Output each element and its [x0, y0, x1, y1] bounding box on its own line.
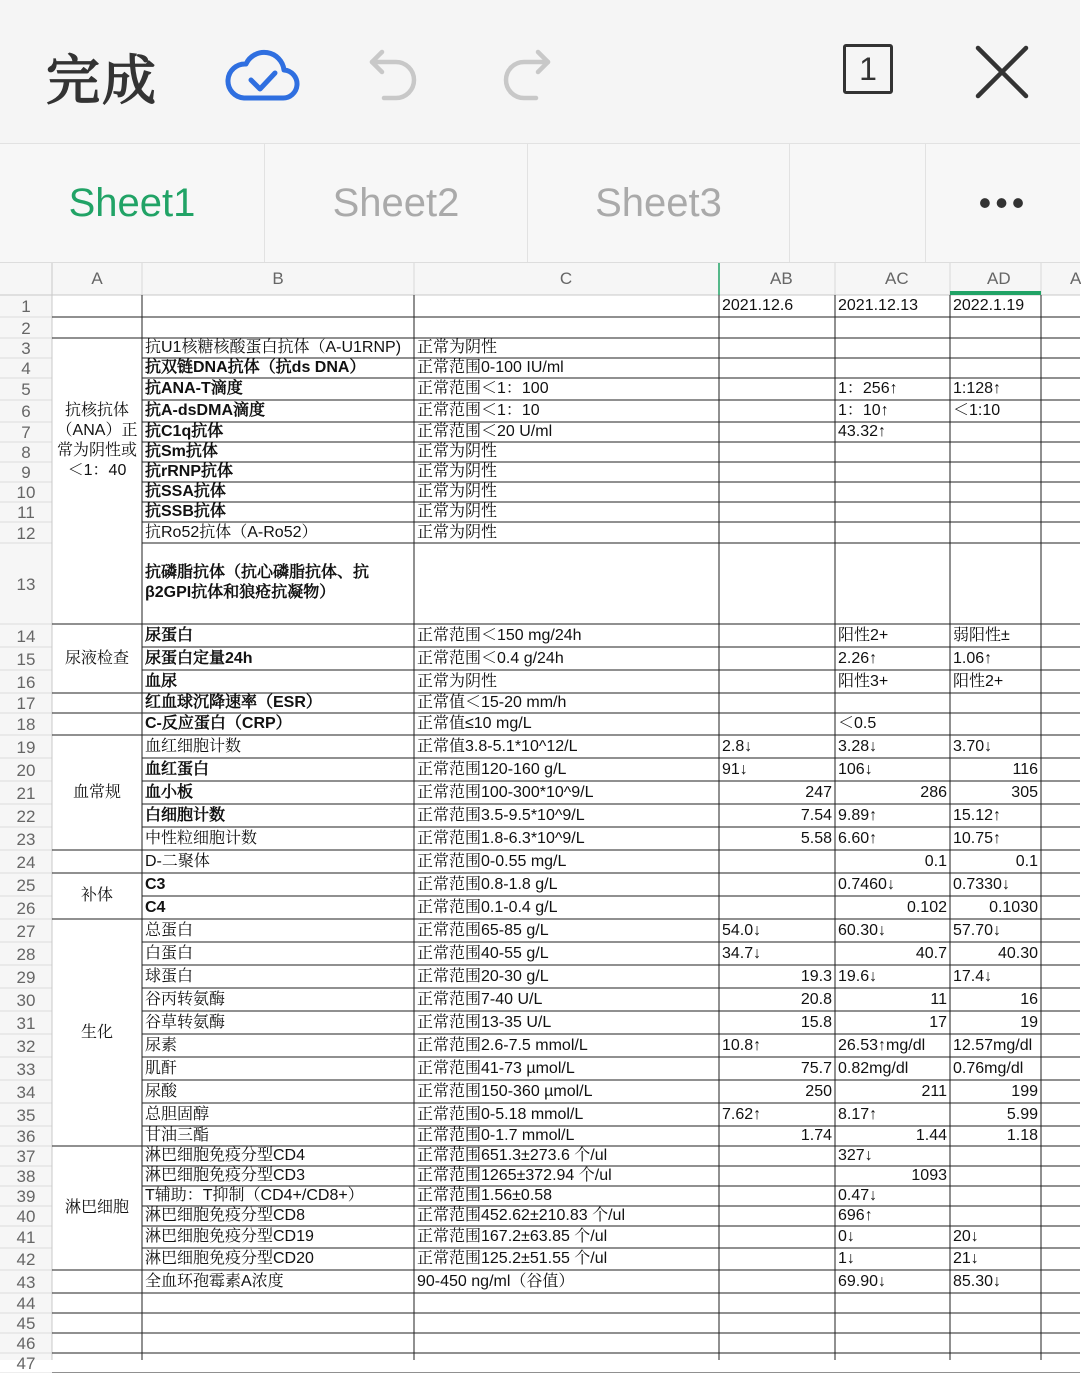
row-header[interactable]: 36 — [16, 1127, 36, 1146]
test-name-cell[interactable]: 总胆固醇 — [145, 1105, 210, 1123]
normal-range-cell[interactable]: 正常范围13-35 U/L — [417, 1013, 552, 1031]
value-ab-cell[interactable]: 10.8↑ — [722, 1036, 762, 1054]
row-header[interactable]: 44 — [16, 1294, 36, 1313]
value-ac-cell[interactable]: 40.7 — [915, 944, 947, 962]
row-header[interactable]: 11 — [17, 503, 35, 522]
test-name-cell[interactable]: 肌酐 — [145, 1059, 178, 1077]
category-cell[interactable]: 常为阴性或 — [56, 441, 137, 459]
test-name-cell[interactable]: 尿蛋白定量24h — [145, 649, 253, 667]
normal-range-cell[interactable]: 正常范围0-5.18 mmol/L — [417, 1105, 584, 1123]
normal-range-cell[interactable]: 正常范围＜1：10 — [417, 402, 540, 419]
row-header[interactable]: 19 — [16, 737, 36, 757]
row-header[interactable]: 24 — [16, 852, 36, 872]
row-header[interactable]: 22 — [16, 806, 36, 826]
test-name-cell[interactable]: 抗双链DNA抗体（抗ds DNA） — [145, 359, 366, 376]
row-header[interactable]: 21 — [16, 783, 36, 803]
row-header[interactable]: 38 — [16, 1167, 36, 1186]
value-ab-cell[interactable]: 34.7↓ — [722, 944, 762, 962]
test-name-cell[interactable]: C3 — [145, 875, 166, 893]
value-ac-cell[interactable]: 阳性2+ — [838, 626, 889, 644]
test-name-cell[interactable]: 球蛋白 — [145, 967, 194, 985]
value-ac-cell[interactable]: 0.47↓ — [838, 1187, 878, 1204]
value-ac-cell[interactable]: 1：10↑ — [838, 402, 889, 419]
normal-range-cell[interactable]: 正常范围0.8-1.8 g/L — [417, 875, 558, 893]
value-ac-cell[interactable]: 60.30↓ — [838, 921, 887, 939]
value-ac-cell[interactable]: 19.6↓ — [838, 967, 878, 985]
value-ad-cell[interactable]: 305 — [1011, 783, 1038, 801]
value-ad-cell[interactable]: 2022.1.19 — [953, 297, 1025, 314]
row-header[interactable]: 28 — [16, 944, 36, 964]
value-ad-cell[interactable]: 85.30↓ — [953, 1272, 1002, 1290]
test-name-cell[interactable]: D-二聚体 — [145, 852, 210, 870]
value-ab-cell[interactable]: 75.7 — [800, 1059, 832, 1077]
value-ac-cell[interactable]: 1：256↑ — [838, 380, 898, 397]
category-cell[interactable]: 血常规 — [72, 783, 121, 801]
row-header[interactable]: 30 — [16, 990, 36, 1010]
test-name-cell[interactable]: C-反应蛋白（CRP） — [145, 715, 292, 732]
row-header[interactable]: 12 — [16, 523, 36, 543]
value-ac-cell[interactable]: 2021.12.13 — [838, 297, 919, 314]
row-header[interactable]: 14 — [16, 626, 36, 646]
value-ab-cell[interactable]: 1.74 — [800, 1127, 832, 1144]
normal-range-cell[interactable]: 正常为阴性 — [417, 463, 498, 480]
value-ac-cell[interactable]: 43.32↑ — [838, 423, 887, 440]
value-ad-cell[interactable]: 0.1030 — [989, 898, 1038, 916]
normal-range-cell[interactable]: 正常为阴性 — [417, 339, 498, 356]
tab-sheet3[interactable] — [528, 144, 790, 262]
row-header[interactable]: 32 — [16, 1036, 36, 1056]
row-header[interactable]: 20 — [16, 760, 36, 780]
normal-range-cell[interactable]: 正常范围2.6-7.5 mmol/L — [417, 1036, 588, 1054]
value-ad-cell[interactable]: 21↓ — [953, 1250, 979, 1267]
normal-range-cell[interactable]: 正常范围167.2±63.85 个/ul — [417, 1228, 608, 1245]
value-ac-cell[interactable]: 1↓ — [838, 1250, 855, 1267]
normal-range-cell[interactable]: 正常范围＜0.4 g/24h — [417, 649, 564, 667]
row-header[interactable]: 8 — [21, 443, 31, 462]
test-name-cell[interactable]: 抗C1q抗体 — [145, 423, 224, 440]
test-name-cell[interactable]: 中性粒细胞计数 — [145, 829, 258, 847]
normal-range-cell[interactable]: 正常范围100-300*10^9/L — [417, 783, 594, 801]
normal-range-cell[interactable]: 正常范围＜1：100 — [417, 380, 549, 397]
normal-range-cell[interactable]: 正常为阴性 — [417, 523, 498, 541]
row-header[interactable]: 27 — [16, 921, 36, 941]
normal-range-cell[interactable]: 正常范围40-55 g/L — [417, 944, 549, 962]
category-cell[interactable]: （ANA）正 — [56, 421, 138, 439]
test-name-cell[interactable]: 血红蛋白 — [145, 760, 210, 778]
value-ad-cell[interactable]: 0.7330↓ — [953, 875, 1010, 893]
normal-range-cell[interactable]: 正常值≤10 mg/L — [417, 715, 532, 732]
value-ab-cell[interactable]: 7.54 — [800, 806, 832, 824]
value-ad-cell[interactable]: 57.70↓ — [953, 921, 1002, 939]
row-header[interactable]: 41 — [16, 1228, 36, 1247]
test-name-cell[interactable]: 抗Sm抗体 — [145, 443, 218, 460]
redo-icon[interactable] — [498, 44, 554, 100]
test-name-cell[interactable]: 尿酸 — [145, 1082, 178, 1100]
tab-sheet3-label: Sheet3 — [595, 180, 722, 225]
row-header[interactable]: 25 — [16, 875, 36, 895]
undo-icon[interactable] — [366, 44, 422, 100]
sheet-tabs — [0, 144, 1080, 263]
test-name-cell[interactable]: 尿蛋白 — [145, 626, 194, 644]
row-header[interactable]: 3 — [21, 339, 31, 358]
test-name-cell[interactable]: 淋巴细胞免疫分型CD3 — [145, 1167, 306, 1184]
test-name-cell[interactable]: C4 — [145, 898, 166, 916]
normal-range-cell[interactable]: 正常范围20-30 g/L — [417, 967, 549, 985]
row-header[interactable]: 46 — [16, 1334, 36, 1353]
value-ad-cell[interactable]: 0.1 — [1015, 852, 1038, 870]
test-name-cell[interactable]: 谷丙转氨酶 — [145, 990, 226, 1008]
value-ac-cell[interactable]: 6.60↑ — [838, 829, 878, 847]
category-cell[interactable]: 抗核抗体 — [64, 401, 129, 419]
value-ac-cell[interactable]: 0↓ — [838, 1228, 855, 1245]
normal-range-cell[interactable]: 正常值3.8-5.1*10^12/L — [417, 737, 578, 755]
tab-sheet1-label: Sheet1 — [68, 180, 196, 225]
row-header[interactable]: 23 — [16, 829, 36, 849]
normal-range-cell[interactable]: 正常范围3.5-9.5*10^9/L — [417, 806, 585, 824]
row-header[interactable]: 7 — [21, 423, 31, 442]
antiphospholipid-cell[interactable]: β2GPI抗体和狼疮抗凝物） — [145, 584, 336, 601]
value-ab-cell[interactable]: 20.8 — [800, 990, 832, 1008]
row-header[interactable]: 43 — [16, 1272, 36, 1292]
value-ac-cell[interactable]: 17 — [929, 1013, 947, 1031]
sheet-count: 1 — [859, 50, 877, 87]
test-name-cell[interactable]: 血小板 — [145, 783, 194, 801]
test-name-cell[interactable]: 抗SSA抗体 — [145, 483, 226, 500]
value-ab-cell[interactable]: 19.3 — [800, 967, 832, 985]
test-name-cell[interactable]: 红血球沉降速率（ESR） — [145, 694, 322, 711]
normal-range-cell[interactable]: 正常为阴性 — [417, 483, 498, 500]
value-ad-cell[interactable]: 12.57mg/dl — [953, 1036, 1033, 1054]
toolbar — [0, 0, 1080, 144]
row-header[interactable]: 35 — [16, 1105, 36, 1125]
row-header[interactable]: 15 — [16, 649, 36, 669]
row-header[interactable]: 13 — [16, 574, 36, 594]
value-ad-cell[interactable]: 阳性2+ — [953, 672, 1004, 690]
normal-range-cell[interactable]: 正常范围1.8-6.3*10^9/L — [417, 829, 585, 847]
value-ac-cell[interactable]: 26.53↑mg/dl — [838, 1036, 926, 1054]
column-header[interactable]: B — [272, 269, 284, 288]
test-name-cell[interactable]: 淋巴细胞免疫分型CD4 — [145, 1147, 306, 1164]
normal-range-cell[interactable]: 正常范围7-40 U/L — [417, 990, 543, 1008]
category-cell[interactable]: 淋巴细胞 — [64, 1199, 129, 1216]
normal-range-cell[interactable]: 正常范围125.2±51.55 个/ul — [417, 1250, 608, 1267]
tab-sheet2[interactable] — [265, 144, 528, 262]
row-header[interactable]: 10 — [16, 483, 36, 502]
row-header[interactable]: 16 — [16, 672, 36, 692]
value-ac-cell[interactable]: 1093 — [911, 1167, 947, 1184]
sheet-count-icon[interactable] — [843, 44, 893, 94]
test-name-cell[interactable]: 总蛋白 — [145, 921, 194, 939]
value-ac-cell[interactable]: 3.28↓ — [838, 737, 878, 755]
test-name-cell[interactable]: T辅助：T抑制（CD4+/CD8+） — [145, 1187, 364, 1204]
test-name-cell[interactable]: 淋巴细胞免疫分型CD19 — [145, 1228, 314, 1245]
test-name-cell[interactable]: 血红细胞计数 — [145, 737, 242, 755]
value-ab-cell[interactable]: 247 — [805, 783, 832, 801]
normal-range-cell[interactable]: 正常范围1.56±0.58 — [417, 1187, 553, 1204]
more-tabs-button[interactable] — [925, 144, 1081, 262]
normal-range-cell[interactable]: 正常范围＜20 U/ml — [417, 423, 553, 440]
normal-range-cell[interactable]: 正常值＜15-20 mm/h — [417, 694, 567, 711]
test-name-cell[interactable]: 谷草转氨酶 — [145, 1013, 226, 1031]
row-header[interactable]: 33 — [16, 1059, 36, 1079]
test-name-cell[interactable]: 白细胞计数 — [145, 806, 226, 824]
row-header[interactable]: 40 — [16, 1207, 36, 1226]
value-ad-cell[interactable]: 1.18 — [1006, 1127, 1038, 1144]
value-ac-cell[interactable]: 211 — [921, 1082, 947, 1100]
value-ad-cell[interactable]: 1:128↑ — [953, 380, 1002, 397]
normal-range-cell[interactable]: 正常范围452.62±210.83 个/ul — [417, 1207, 626, 1224]
value-ac-cell[interactable]: 2.26↑ — [838, 649, 878, 667]
normal-range-cell[interactable]: 正常范围1265±372.94 个/ul — [417, 1167, 612, 1184]
value-ad-cell[interactable]: 弱阳性± — [953, 626, 1010, 644]
value-ad-cell[interactable]: 116 — [1012, 760, 1038, 778]
normal-range-cell[interactable]: 正常范围65-85 g/L — [417, 921, 549, 939]
category-cell[interactable]: 尿液检查 — [64, 649, 129, 667]
value-ac-cell[interactable]: 8.17↑ — [838, 1105, 878, 1123]
row-header[interactable]: 18 — [16, 715, 36, 734]
value-ad-cell[interactable]: 19 — [1020, 1013, 1038, 1031]
value-ad-cell[interactable]: 10.75↑ — [953, 829, 1002, 847]
column-header[interactable]: C — [559, 269, 573, 288]
value-ac-cell[interactable]: 696↑ — [838, 1207, 873, 1224]
test-name-cell[interactable]: 抗U1核糖核酸蛋白抗体（A-U1RNP) — [145, 339, 402, 356]
row-header[interactable]: 34 — [16, 1082, 36, 1102]
value-ad-cell[interactable]: 17.4↓ — [953, 967, 993, 985]
normal-range-cell[interactable]: 正常范围150-360 µmol/L — [417, 1082, 593, 1100]
normal-range-cell[interactable]: 正常范围120-160 g/L — [417, 760, 567, 778]
column-header-bg — [0, 263, 1080, 295]
column-header[interactable]: A — [1070, 269, 1081, 288]
row-header[interactable]: 17 — [16, 694, 36, 713]
spreadsheet-grid[interactable] — [0, 263, 1081, 1373]
normal-range-cell[interactable]: 正常范围41-73 µmol/L — [417, 1059, 575, 1077]
row-header[interactable]: 4 — [21, 359, 31, 378]
value-ad-cell[interactable]: 5.99 — [1006, 1105, 1038, 1123]
selected-column-marker — [950, 291, 1041, 295]
value-ac-cell[interactable]: 1.44 — [915, 1127, 947, 1144]
value-ac-cell[interactable]: 阳性3+ — [838, 672, 889, 690]
column-header[interactable]: A — [91, 269, 103, 288]
row-header[interactable]: 37 — [16, 1147, 36, 1166]
row-header[interactable]: 1 — [21, 297, 31, 316]
antiphospholipid-cell[interactable]: 抗磷脂抗体（抗心磷脂抗体、抗 — [145, 564, 370, 581]
value-ab-cell[interactable]: 250 — [805, 1082, 832, 1100]
row-header[interactable]: 26 — [16, 898, 36, 918]
test-name-cell[interactable]: 抗rRNP抗体 — [145, 463, 234, 480]
value-ac-cell[interactable]: 327↓ — [838, 1147, 873, 1164]
value-ab-cell[interactable]: 7.62↑ — [722, 1105, 762, 1123]
value-ad-cell[interactable]: 1.06↑ — [953, 649, 993, 667]
normal-range-cell[interactable]: 正常范围651.3±273.6 个/ul — [417, 1147, 608, 1164]
test-name-cell[interactable]: 抗A-dsDMA滴度 — [145, 402, 265, 419]
value-ac-cell[interactable]: 11 — [930, 990, 947, 1008]
test-name-cell[interactable]: 血尿 — [145, 672, 178, 690]
normal-range-cell[interactable]: 90-450 ng/ml（谷值） — [417, 1272, 575, 1290]
tab-sheet1[interactable] — [0, 144, 265, 262]
value-ad-cell[interactable]: 3.70↓ — [953, 737, 993, 755]
row-header[interactable]: 9 — [21, 463, 31, 482]
done-button[interactable]: 完成 — [46, 49, 158, 112]
value-ab-cell[interactable]: 91↓ — [722, 760, 748, 778]
tab-sheet2-label: Sheet2 — [332, 180, 460, 225]
test-name-cell[interactable]: 抗ANA-T滴度 — [145, 380, 243, 397]
normal-range-cell[interactable]: 正常范围＜150 mg/24h — [417, 626, 582, 644]
row-header[interactable]: 2 — [21, 318, 31, 338]
value-ad-cell[interactable]: 40.30 — [997, 944, 1038, 962]
test-name-cell[interactable]: 尿素 — [145, 1036, 178, 1054]
value-ac-cell[interactable]: 0.82mg/dl — [838, 1059, 909, 1077]
value-ac-cell[interactable]: ＜0.5 — [838, 715, 877, 732]
value-ab-cell[interactable]: 54.0↓ — [722, 921, 762, 939]
test-name-cell[interactable]: 抗SSB抗体 — [145, 503, 226, 520]
value-ad-cell[interactable]: 0.76mg/dl — [953, 1059, 1024, 1077]
normal-range-cell[interactable]: 正常为阴性 — [417, 443, 498, 460]
row-header[interactable]: 29 — [16, 967, 36, 987]
value-ad-cell[interactable]: 15.12↑ — [953, 806, 1002, 824]
row-header[interactable]: 6 — [21, 402, 31, 421]
category-cell[interactable]: ＜1：40 — [67, 461, 127, 479]
row-header[interactable]: 31 — [16, 1013, 36, 1033]
value-ac-cell[interactable]: 286 — [920, 783, 947, 801]
normal-range-cell[interactable]: 正常范围0-100 IU/ml — [417, 359, 564, 376]
value-ac-cell[interactable]: 106↓ — [838, 760, 873, 778]
value-ab-cell[interactable]: 2021.12.6 — [722, 297, 794, 314]
test-name-cell[interactable]: 全血环孢霉素A浓度 — [145, 1272, 284, 1290]
value-ab-cell[interactable]: 15.8 — [800, 1013, 832, 1031]
row-header[interactable]: 39 — [16, 1187, 36, 1206]
value-ac-cell[interactable]: 0.7460↓ — [838, 875, 895, 893]
value-ad-cell[interactable]: 20↓ — [953, 1228, 979, 1245]
value-ac-cell[interactable]: 69.90↓ — [838, 1272, 887, 1290]
normal-range-cell[interactable]: 正常为阴性 — [417, 503, 498, 520]
row-header[interactable]: 5 — [21, 380, 31, 399]
normal-range-cell[interactable]: 正常范围0-1.7 mmol/L — [417, 1127, 575, 1144]
test-name-cell[interactable]: 淋巴细胞免疫分型CD20 — [145, 1250, 314, 1267]
cloud-check-icon[interactable] — [226, 44, 298, 104]
normal-range-cell[interactable]: 正常为阴性 — [417, 672, 498, 690]
column-header[interactable]: AC — [885, 269, 909, 288]
value-ad-cell[interactable]: 16 — [1020, 990, 1038, 1008]
category-cell[interactable]: 补体 — [80, 887, 113, 904]
normal-range-cell[interactable]: 正常范围0-0.55 mg/L — [417, 852, 567, 870]
row-header[interactable]: 47 — [16, 1354, 36, 1373]
column-header[interactable]: AB — [770, 269, 793, 288]
row-header[interactable]: 42 — [16, 1250, 36, 1269]
value-ab-cell[interactable]: 2.8↓ — [722, 737, 753, 755]
value-ad-cell[interactable]: ＜1:10 — [953, 402, 1001, 419]
normal-range-cell[interactable]: 正常范围0.1-0.4 g/L — [417, 898, 558, 916]
value-ac-cell[interactable]: 0.102 — [906, 898, 947, 916]
value-ac-cell[interactable]: 0.1 — [924, 852, 947, 870]
test-name-cell[interactable]: 淋巴细胞免疫分型CD8 — [145, 1207, 306, 1224]
test-name-cell[interactable]: 白蛋白 — [145, 944, 194, 962]
close-icon[interactable] — [974, 44, 1030, 100]
test-name-cell[interactable]: 甘油三酯 — [145, 1127, 210, 1144]
category-cell[interactable]: 生化 — [80, 1023, 113, 1041]
row-header[interactable]: 45 — [16, 1314, 36, 1333]
value-ad-cell[interactable]: 199 — [1011, 1082, 1038, 1100]
column-header[interactable]: AD — [987, 269, 1011, 288]
value-ac-cell[interactable]: 9.89↑ — [838, 806, 878, 824]
more-icon: ••• — [978, 182, 1029, 223]
value-ab-cell[interactable]: 5.58 — [800, 829, 832, 847]
test-name-cell[interactable]: 抗Ro52抗体（A-Ro52） — [145, 523, 318, 541]
